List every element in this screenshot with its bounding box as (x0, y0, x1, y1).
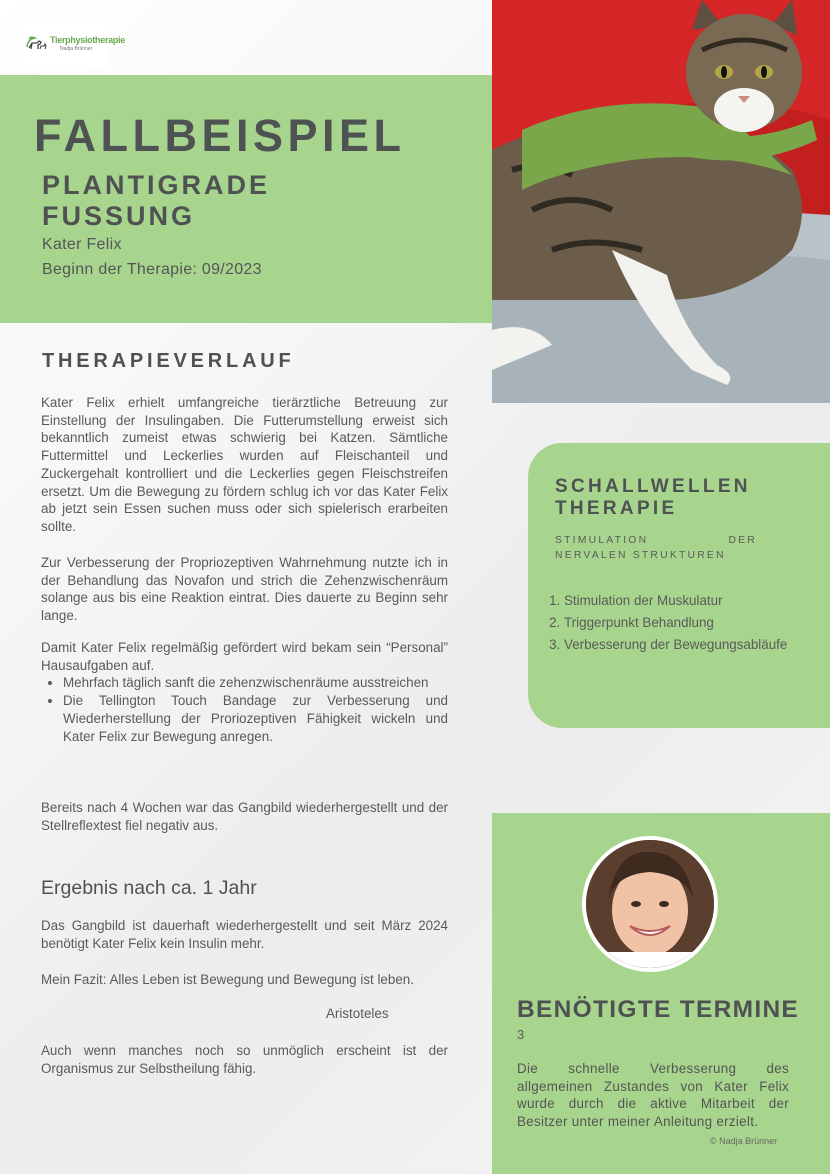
list-item: 2. Triggerpunkt Behandlung (564, 612, 802, 634)
shockwave-subtitle-line-2: NERVALEN STRUKTUREN (555, 550, 726, 561)
result-paragraph-2: Auch wenn manches noch so unmöglich erscheint ist der Organismus zur Selbstheilung fähig. (41, 1043, 448, 1076)
subtitle-line-2: FUSSUNG (42, 201, 196, 231)
list-item: • Die Tellington Touch Bandage zur Verbesserung und Wiederherstellung der Proriozeptiven Fähigkeit wickeln und Kater Felix zur Bewegung anregen. (63, 692, 448, 745)
homework-block (41, 639, 448, 745)
therapy-paragraph-3: Damit Kater Felix regelmäßig gefördert wird bekam sein “Personal” Hausaufgaben auf. (41, 640, 448, 673)
patient-name: Kater Felix (42, 236, 122, 253)
therapy-section-title: THERAPIEVERLAUF (42, 350, 295, 372)
therapy-paragraph-1: Kater Felix erhielt umfangreiche tierärztliche Betreuung zur Einstellung der Insulingaben. Die Futterumstellung erweist sich bekanntlich zumeist etwas schwierig bei Katzen. Sämtliche Futtermittel und Leckerlies wurden auf Fleischanteil und Zuckergehalt kontrolliert und die Leckerlies gegen Fleischstreifen ersetzt. Um die Bewegung zu fördern schlug ich vor das Kater Felix ab jetzt sein Essen suchen muss oder sich spielerisch erarbeiten sollte. (41, 395, 448, 534)
list-item: • Mehrfach täglich sanft die zehenzwischenräume ausstreichen (63, 674, 448, 692)
appointments-text: Die schnelle Verbesserung des allgemeinen Zustandes von Kater Felix wurde durch die aktive Mitarbeit der Besitzer unter meiner Anleitung erzielt. (517, 1061, 789, 1130)
appointments-title: BENÖTIGTE TERMINE (517, 996, 800, 1023)
shockwave-title (555, 476, 751, 520)
result-paragraph-1: Das Gangbild ist dauerhaft wiederhergestellt und seit März 2024 benötigt Kater Felix kein Insulin mehr. (41, 918, 448, 951)
page-subtitle (42, 170, 402, 232)
shockwave-title-line-1: SCHALLWELLEN (555, 476, 751, 497)
shockwave-title-line-2: THERAPIE (555, 498, 678, 519)
therapist-avatar (582, 836, 718, 972)
list-item: 1. Stimulation der Muskulatur (564, 590, 802, 612)
result-title: Ergebnis nach ca. 1 Jahr (41, 877, 257, 899)
result-quote: Mein Fazit: Alles Leben ist Bewegung und Bewegung ist leben. (41, 972, 414, 987)
therapy-paragraph-2: Zur Verbesserung der Propriozeptiven Wahrnehmung nutzte ich in der Behandlung das Novafon und strich die Zehenzwischenräum solange aus bis eine Reaktion eintrat. Dies dauerte zu Beginn sehr lange. (41, 555, 448, 624)
shockwave-subtitle-line-1: STIMULATION DER (555, 535, 757, 546)
shockwave-list (552, 590, 802, 656)
subtitle-line-1: PLANTIGRADE (42, 170, 270, 200)
logo (22, 22, 125, 66)
logo-brand: Tierphysiotherapie (50, 35, 125, 45)
logo-owner: Nadja Brünner (60, 46, 93, 52)
copyright: © Nadja Brünner (710, 1136, 778, 1146)
homework-list (41, 674, 448, 745)
appointments-count: 3 (517, 1027, 525, 1042)
page-title: FALLBEISPIEL (34, 110, 406, 161)
horse-dog-logo-icon (25, 33, 47, 55)
quote-author: Aristoteles (326, 1006, 389, 1021)
cat-photo (492, 0, 830, 403)
therapy-paragraph-4: Bereits nach 4 Wochen war das Gangbild wiederhergestellt und der Stellreflextest fiel negativ aus. (41, 800, 448, 833)
therapy-start: Beginn der Therapie: 09/2023 (42, 261, 262, 278)
list-item: 3. Verbesserung der Bewegungsabläufe (564, 634, 802, 656)
